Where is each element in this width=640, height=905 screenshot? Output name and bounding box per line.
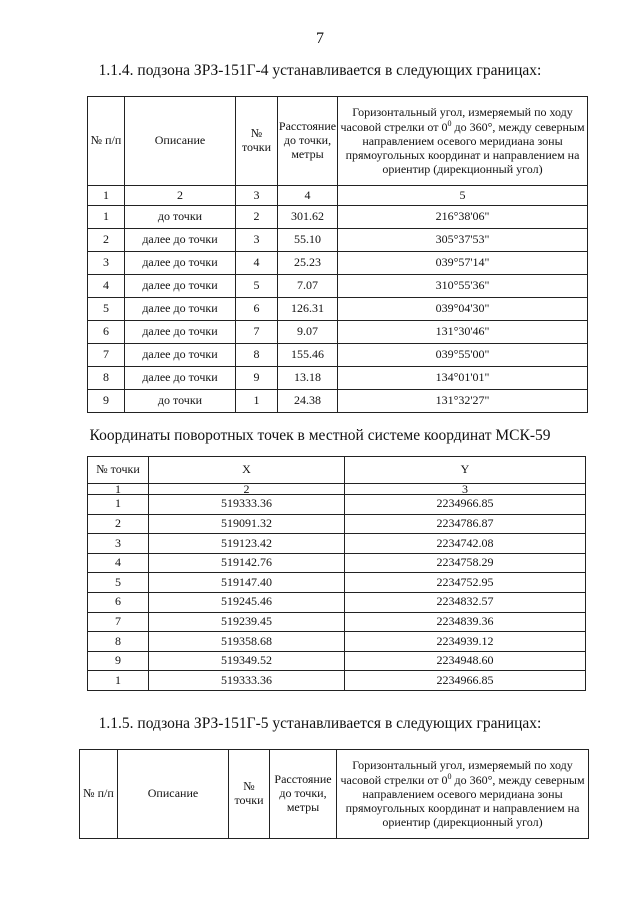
- coordinates-table: [87, 456, 586, 691]
- table-row: [88, 275, 588, 298]
- table-row: [88, 612, 586, 632]
- table-row: [88, 367, 588, 390]
- table-row: [88, 651, 586, 671]
- header-description: Описание: [118, 750, 229, 839]
- table-cell: 55.10: [278, 229, 338, 252]
- table-cell: 310°55'36": [338, 275, 588, 298]
- table-cell: 2234758.29: [345, 553, 586, 573]
- table-cell: 2234832.57: [345, 592, 586, 612]
- table-cell: 5: [88, 573, 149, 593]
- col-number: 1: [88, 484, 149, 495]
- table-cell: 519333.36: [149, 495, 345, 515]
- table-cell: 4: [88, 275, 125, 298]
- table-row: [88, 534, 586, 554]
- table-cell: 305°37'53": [338, 229, 588, 252]
- boundary-table-2: [79, 749, 589, 839]
- table-cell: 9: [88, 651, 149, 671]
- table-cell: 7: [236, 321, 278, 344]
- table-row: [88, 229, 588, 252]
- section-2-title: 1.1.5. подзона ЗРЗ-151Г-5 устанавливается в следующих границах:: [98, 715, 542, 732]
- table-cell: далее до точки: [125, 367, 236, 390]
- table-cell: 2: [236, 206, 278, 229]
- table-cell: 216°38'06": [338, 206, 588, 229]
- header-point: № точки: [88, 457, 149, 484]
- table-cell: далее до точки: [125, 321, 236, 344]
- table-cell: 3: [88, 534, 149, 554]
- table-cell: 2234966.85: [345, 671, 586, 691]
- table-cell: 5: [236, 275, 278, 298]
- table-cell: 2234839.36: [345, 612, 586, 632]
- table-row: [88, 573, 586, 593]
- table-row: [88, 553, 586, 573]
- coords-title: Координаты поворотных точек в местной системе координат МСК-59: [89, 427, 551, 444]
- table-cell: 7: [88, 344, 125, 367]
- table-cell: 519349.52: [149, 651, 345, 671]
- column-numbers-row: [88, 484, 586, 495]
- table-row: [88, 671, 586, 691]
- table-cell: 8: [88, 632, 149, 652]
- table-cell: до точки: [125, 390, 236, 413]
- table-cell: 519333.36: [149, 671, 345, 691]
- col-number: 2: [125, 186, 236, 206]
- table-row: [88, 632, 586, 652]
- table-cell: 8: [236, 344, 278, 367]
- table-cell: 2: [88, 229, 125, 252]
- table-cell: 13.18: [278, 367, 338, 390]
- table-cell: 6: [88, 592, 149, 612]
- table-cell: 519239.45: [149, 612, 345, 632]
- table-row: [88, 206, 588, 229]
- table-cell: 519358.68: [149, 632, 345, 652]
- table-cell: 3: [236, 229, 278, 252]
- table-cell: 126.31: [278, 298, 338, 321]
- table-cell: далее до точки: [125, 252, 236, 275]
- table-cell: 519245.46: [149, 592, 345, 612]
- table-cell: 6: [88, 321, 125, 344]
- table-cell: 519147.40: [149, 573, 345, 593]
- table-cell: 2234966.85: [345, 495, 586, 515]
- table-cell: 039°57'14": [338, 252, 588, 275]
- table-cell: 039°04'30": [338, 298, 588, 321]
- table-cell: 2234939.12: [345, 632, 586, 652]
- table-cell: 1: [88, 495, 149, 515]
- table-cell: 155.46: [278, 344, 338, 367]
- table-cell: 9: [236, 367, 278, 390]
- col-number: 3: [236, 186, 278, 206]
- table-cell: 301.62: [278, 206, 338, 229]
- table-cell: далее до точки: [125, 275, 236, 298]
- table-cell: 2234786.87: [345, 514, 586, 534]
- table-cell: 131°32'27": [338, 390, 588, 413]
- header-point: № точки: [229, 750, 270, 839]
- table-cell: 519123.42: [149, 534, 345, 554]
- table-cell: 1: [236, 390, 278, 413]
- header-num: № п/п: [80, 750, 118, 839]
- table-row: [88, 514, 586, 534]
- header-x: X: [149, 457, 345, 484]
- table-row: [88, 344, 588, 367]
- table-cell: 9: [88, 390, 125, 413]
- table-cell: 3: [88, 252, 125, 275]
- table-cell: 6: [236, 298, 278, 321]
- table-row: [88, 390, 588, 413]
- table-cell: 8: [88, 367, 125, 390]
- col-number: 4: [278, 186, 338, 206]
- header-angle: Горизонтальный угол, измеряемый по ходу часовой стрелки от $0^0$ до 360°, между северным направлением осевого меридиана зоны прямоугольных координат и направлением на ориентир (дирекционный угол): [337, 750, 589, 839]
- table-cell: до точки: [125, 206, 236, 229]
- col-number: 3: [345, 484, 586, 495]
- table-cell: 2234752.95: [345, 573, 586, 593]
- col-number: 5: [338, 186, 588, 206]
- table-cell: 25.23: [278, 252, 338, 275]
- section-1-title: 1.1.4. подзона ЗРЗ-151Г-4 устанавливается в следующих границах:: [98, 62, 542, 79]
- column-numbers-row: [88, 186, 588, 206]
- table-row: [88, 495, 586, 515]
- header-distance: Расстояние до точки, метры: [278, 97, 338, 186]
- table-cell: 519142.76: [149, 553, 345, 573]
- table-row: [88, 252, 588, 275]
- table-cell: 7: [88, 612, 149, 632]
- table-cell: 2234742.08: [345, 534, 586, 554]
- table-cell: далее до точки: [125, 298, 236, 321]
- table-cell: 24.38: [278, 390, 338, 413]
- table-cell: 039°55'00": [338, 344, 588, 367]
- col-number: 1: [88, 186, 125, 206]
- table-cell: далее до точки: [125, 344, 236, 367]
- table-cell: далее до точки: [125, 229, 236, 252]
- table-row: [88, 298, 588, 321]
- header-angle: Горизонтальный угол, измеряемый по ходу часовой стрелки от $0^0$ до 360°, между северным направлением осевого меридиана зоны прямоугольных координат и направлением на ориентир (дирекционный угол): [338, 97, 588, 186]
- table-cell: 5: [88, 298, 125, 321]
- header-distance: Расстояние до точки, метры: [270, 750, 337, 839]
- header-point: № точки: [236, 97, 278, 186]
- header-y: Y: [345, 457, 586, 484]
- boundary-table-1: [87, 96, 588, 413]
- header-description: Описание: [125, 97, 236, 186]
- table-row: [88, 321, 588, 344]
- table-row: [88, 592, 586, 612]
- table-cell: 4: [236, 252, 278, 275]
- table-cell: 2234948.60: [345, 651, 586, 671]
- table-cell: 9.07: [278, 321, 338, 344]
- page-number: 7: [316, 30, 324, 47]
- header-num: № п/п: [88, 97, 125, 186]
- table-cell: 1: [88, 671, 149, 691]
- table-cell: 4: [88, 553, 149, 573]
- table-cell: 519091.32: [149, 514, 345, 534]
- table-cell: 131°30'46": [338, 321, 588, 344]
- table-cell: 134°01'01": [338, 367, 588, 390]
- table-cell: 1: [88, 206, 125, 229]
- table-cell: 7.07: [278, 275, 338, 298]
- col-number: 2: [149, 484, 345, 495]
- table-cell: 2: [88, 514, 149, 534]
